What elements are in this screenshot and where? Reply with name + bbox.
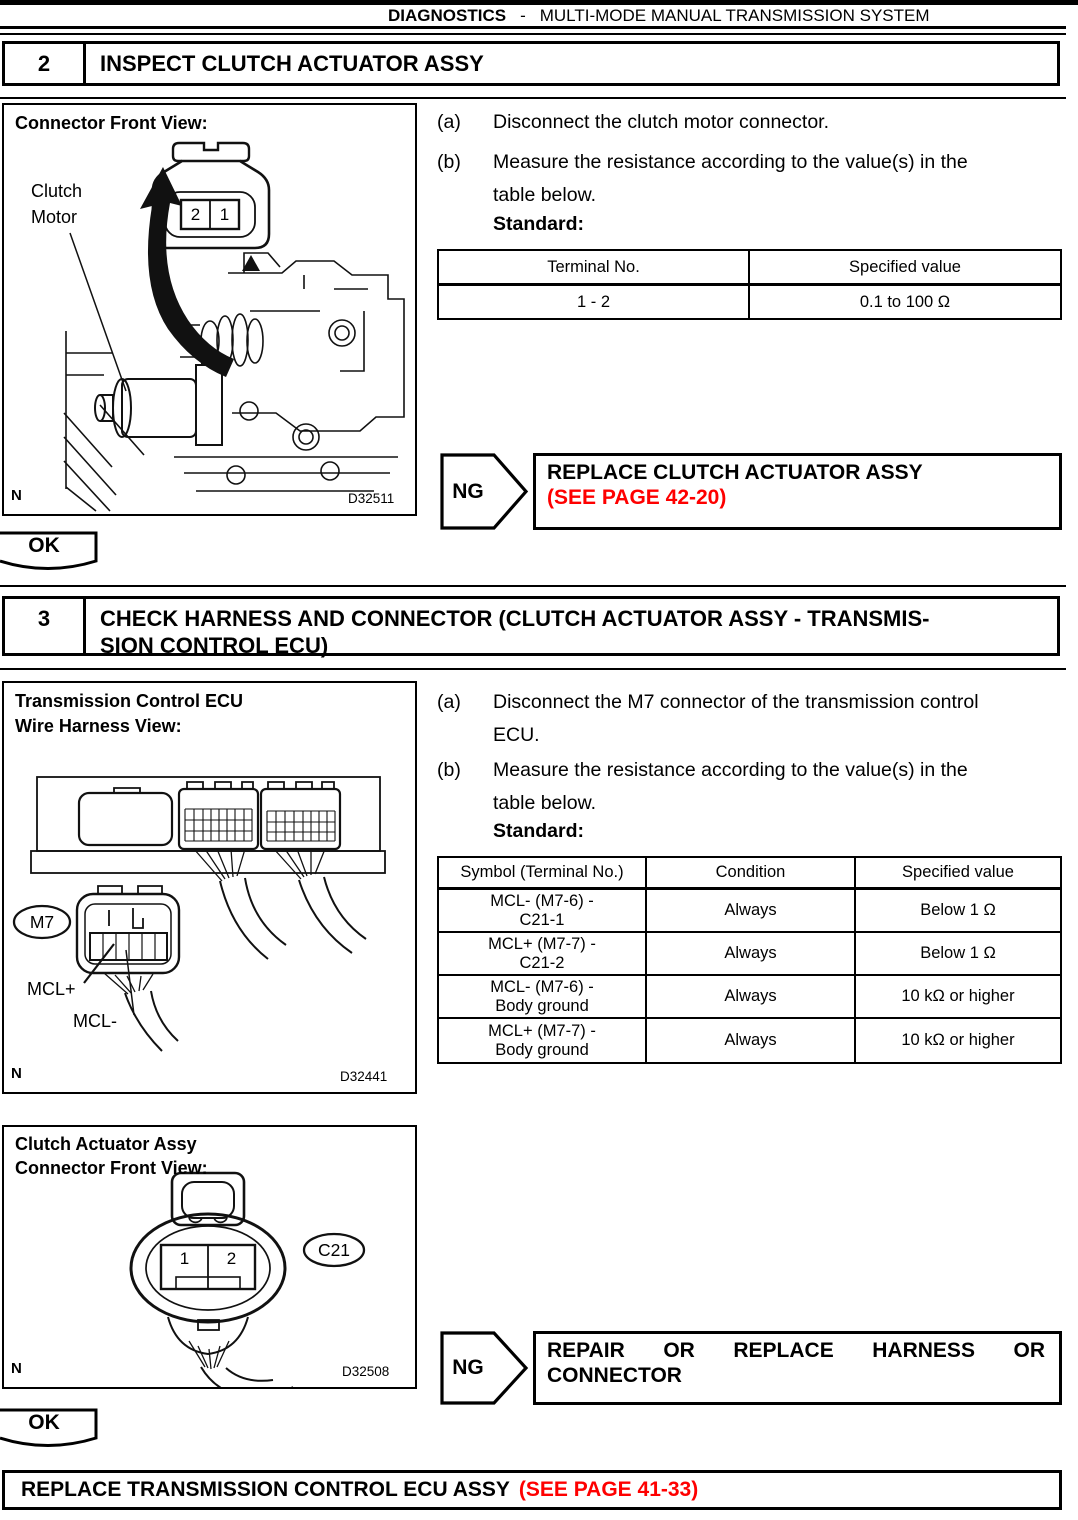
figure-actuator-connector bbox=[2, 1125, 417, 1389]
ng-label-step2: NG bbox=[452, 479, 484, 503]
figure1-orientation: N bbox=[11, 487, 22, 504]
step3-b-line1: Measure the resistance according to the value(s) in the bbox=[493, 759, 968, 781]
table2-r1-condition: Always bbox=[647, 890, 856, 933]
ng-flag-step3 bbox=[440, 1331, 530, 1405]
page-top-bar bbox=[0, 0, 1078, 5]
step2-b-line2: table below. bbox=[493, 184, 596, 206]
step3-instruction-b bbox=[437, 754, 968, 820]
table2-r1-symbol bbox=[439, 890, 647, 933]
table2-header-value: Specified value bbox=[856, 858, 1060, 890]
ng-action-step3-line2: CONNECTOR bbox=[547, 1364, 682, 1387]
step3-outer-rule-bottom bbox=[0, 668, 1066, 670]
table2-header-condition: Condition bbox=[647, 858, 856, 890]
step3-title-line1: CHECK HARNESS AND CONNECTOR (CLUTCH ACTUATOR ASSY - TRANSMIS- bbox=[100, 606, 930, 631]
step3-marker-b: (b) bbox=[437, 759, 461, 781]
ok-label-step3: OK bbox=[28, 1411, 60, 1434]
running-header-separator: - bbox=[520, 6, 526, 25]
table2-r3-symbol-l2: Body ground bbox=[495, 996, 589, 1015]
step3-a-line2: ECU. bbox=[493, 724, 540, 746]
figure3-title bbox=[15, 1132, 208, 1180]
table2-r4-value: 10 kΩ or higher bbox=[901, 1031, 1015, 1049]
clutch-motor-label-line1: Clutch bbox=[31, 181, 83, 201]
connector-label-m7: M7 bbox=[29, 911, 55, 932]
table1-header-terminal: Terminal No. bbox=[439, 251, 750, 286]
resistance-table-step2 bbox=[437, 249, 1062, 320]
table2-r3-value: 10 kΩ or higher bbox=[856, 976, 1060, 1019]
table2-r3-symbol-l1: MCL- (M7-6) - bbox=[490, 977, 594, 996]
table2-r2-symbol bbox=[439, 933, 647, 976]
ng-action-step2 bbox=[533, 453, 1062, 530]
header-rule bbox=[0, 26, 1066, 29]
step2-heading bbox=[2, 41, 1060, 86]
table2-r4-symbol-l2: Body ground bbox=[495, 1040, 589, 1059]
step3-b-line2: table below. bbox=[493, 792, 596, 814]
figure1-title: Connector Front View: bbox=[15, 113, 208, 133]
table1-cell-terminal: 1 - 2 bbox=[439, 286, 750, 318]
step2-b-line1: Measure the resistance according to the value(s) in the bbox=[493, 151, 968, 173]
table2-r1-value: Below 1 Ω bbox=[856, 890, 1060, 933]
table2-r1-symbol-l1: MCL- (M7-6) - bbox=[490, 891, 594, 910]
table2-r2-condition: Always bbox=[647, 933, 856, 976]
clutch-motor-label-line2: Motor bbox=[31, 207, 78, 227]
table2-r2-symbol-l2: C21-2 bbox=[519, 953, 565, 972]
step3-heading bbox=[2, 596, 1060, 656]
step2-standard-label: Standard: bbox=[493, 213, 585, 235]
figure3-title-line1: Clutch Actuator Assy bbox=[15, 1134, 197, 1154]
ng-action-step2-line1: REPLACE CLUTCH ACTUATOR ASSY bbox=[547, 461, 923, 484]
running-header bbox=[388, 6, 930, 26]
step2-a-line1: Disconnect the clutch motor connector. bbox=[493, 111, 830, 133]
step3-instruction-a bbox=[437, 686, 979, 752]
step3-title-line2: SION CONTROL ECU) bbox=[100, 633, 329, 658]
figure-ecu-harness bbox=[2, 681, 417, 1094]
table2-r3-symbol bbox=[439, 976, 647, 1019]
running-header-section: DIAGNOSTICS bbox=[388, 6, 507, 25]
figure2-title bbox=[15, 689, 243, 739]
step2-marker-b: (b) bbox=[437, 151, 461, 173]
actuator-pin-1: 1 bbox=[179, 1249, 190, 1268]
figure2-orientation: N bbox=[11, 1065, 22, 1082]
running-header-title: MULTI-MODE MANUAL TRANSMISSION SYSTEM bbox=[539, 6, 930, 25]
table2-r2-symbol-l1: MCL+ (M7-7) - bbox=[488, 934, 596, 953]
ng-label-step3: NG bbox=[452, 1356, 484, 1379]
figure-clutch-motor bbox=[2, 103, 417, 516]
table1-cell-value: 0.1 to 100 Ω bbox=[859, 292, 951, 311]
table2-header-symbol: Symbol (Terminal No.) bbox=[439, 858, 647, 890]
step2-outer-rule-top bbox=[0, 33, 1066, 35]
table2-r4-symbol-l1: MCL+ (M7-7) - bbox=[488, 1021, 596, 1040]
table2-r4-condition: Always bbox=[647, 1019, 856, 1062]
ok-label-step2: OK bbox=[28, 534, 60, 557]
figure1-id: D32511 bbox=[348, 491, 395, 506]
ng-action-step2-see-page: (SEE PAGE 42-20) bbox=[547, 486, 727, 509]
final-action-see-page: (SEE PAGE 41-33) bbox=[518, 1478, 699, 1501]
ok-flag-step2 bbox=[0, 530, 102, 580]
step2-number: 2 bbox=[5, 44, 86, 83]
step3-standard-label: Standard: bbox=[493, 820, 585, 842]
final-action-text: REPLACE TRANSMISSION CONTROL ECU ASSY bbox=[21, 1478, 510, 1501]
connector-label-c21: C21 bbox=[317, 1240, 351, 1260]
table1-header-value: Specified value bbox=[750, 251, 1060, 286]
figure2-id: D32441 bbox=[340, 1069, 388, 1084]
table2-r2-value: Below 1 Ω bbox=[856, 933, 1060, 976]
final-action-box bbox=[2, 1470, 1062, 1510]
clutch-motor-leader-line bbox=[70, 233, 126, 391]
figure3-orientation: N bbox=[11, 1360, 22, 1377]
ecu-harness-diagram-art bbox=[4, 683, 415, 1092]
figure3-title-line2: Connector Front View: bbox=[15, 1158, 208, 1178]
ng-action-step3 bbox=[533, 1331, 1062, 1405]
table2-r4-symbol bbox=[439, 1019, 647, 1062]
table2-r1-symbol-l2: C21-1 bbox=[519, 910, 565, 929]
pin-label-mcl-minus: MCL- bbox=[73, 1011, 117, 1031]
step3-marker-a: (a) bbox=[437, 691, 461, 713]
step3-outer-rule-top bbox=[0, 585, 1066, 587]
step3-a-line1: Disconnect the M7 connector of the transmission control bbox=[493, 691, 979, 713]
pin-label-mcl-plus: MCL+ bbox=[27, 979, 76, 999]
step2-outer-rule-bottom bbox=[0, 97, 1066, 99]
figure2-title-line1: Transmission Control ECU bbox=[15, 691, 244, 711]
ng-flag-step2 bbox=[440, 453, 530, 530]
step2-title: INSPECT CLUTCH ACTUATOR ASSY bbox=[100, 51, 484, 76]
step3-title bbox=[86, 599, 1057, 658]
clutch-motor-diagram-art bbox=[4, 105, 415, 514]
step3-number: 3 bbox=[5, 599, 86, 653]
resistance-table-step3 bbox=[437, 856, 1062, 1064]
table2-r3-condition: Always bbox=[647, 976, 856, 1019]
step2-marker-a: (a) bbox=[437, 111, 461, 133]
connector-pin-2: 2 bbox=[190, 204, 201, 224]
connector-pin-1: 1 bbox=[219, 204, 230, 224]
figure2-title-line2: Wire Harness View: bbox=[15, 716, 182, 736]
figure3-id: D32508 bbox=[342, 1364, 390, 1379]
step2-instruction-b bbox=[437, 146, 968, 212]
actuator-pin-2: 2 bbox=[226, 1249, 237, 1268]
ng-action-step3-line1: REPAIR OR REPLACE HARNESS OR bbox=[547, 1339, 1045, 1362]
step2-instruction-a bbox=[437, 106, 829, 139]
ok-flag-step3 bbox=[0, 1407, 102, 1457]
